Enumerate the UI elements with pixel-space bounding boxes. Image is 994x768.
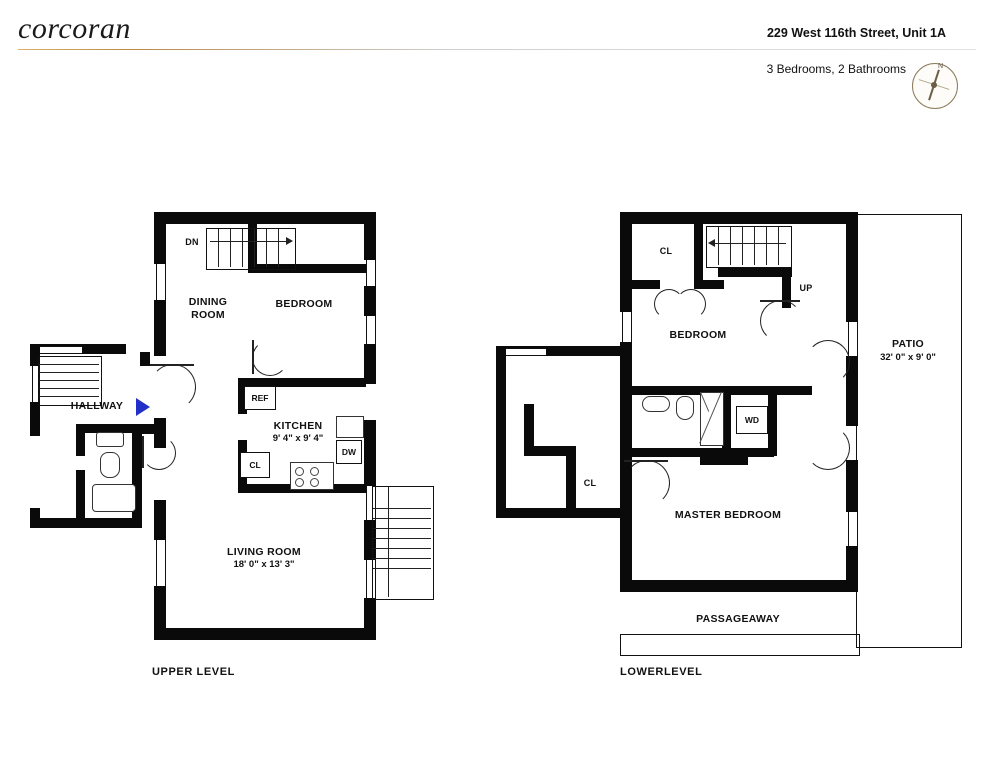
refrigerator-box: REF [244, 386, 276, 410]
washer-dryer-box: WD [736, 406, 768, 434]
door-master-lower-leaf [624, 460, 668, 462]
wall-lower-wd-east [768, 386, 777, 456]
burner-3 [295, 478, 304, 487]
room-dim-living: 18' 0" x 13' 3" [233, 559, 295, 570]
wall-upper-hall-stub-1 [140, 352, 150, 366]
room-label-kitchen: KITCHEN [273, 420, 323, 432]
door-bath-upper [142, 436, 176, 470]
compass-north-label: N [938, 63, 944, 70]
window-upper-right-2 [366, 316, 376, 344]
wall-lower-top [620, 212, 858, 224]
wall-lower-west-south [496, 508, 632, 518]
wall-upper-hall-stub-2 [140, 424, 166, 434]
wall-upper-hall-left-2 [30, 402, 40, 436]
wall-lower-stairs-south [718, 268, 792, 277]
down-stairs-label: DN [185, 237, 199, 247]
wall-upper-left-2 [154, 300, 166, 356]
burner-2 [310, 467, 319, 476]
burner-4 [310, 478, 319, 487]
window-lower-west [506, 348, 546, 356]
door-patio-upper [806, 340, 850, 384]
door-master-lower [624, 460, 670, 506]
room-label-passageway: PASSAGEAWAY [696, 613, 780, 625]
wall-upper-left-1 [154, 212, 166, 264]
room-label-patio: PATIO [891, 338, 925, 350]
window-lower-right-1 [848, 322, 858, 356]
passageway-outline [620, 634, 860, 656]
window-lower-right-2 [848, 512, 858, 546]
level-label-upper: UPPER LEVEL [152, 666, 236, 678]
level-label-lower: LOWERLEVEL [620, 666, 703, 678]
sink-lower [642, 396, 670, 412]
closet-lower-mid-label: CL [583, 478, 597, 488]
closet-upper-box: CL [240, 452, 270, 478]
door-closet-lower-right [676, 289, 706, 319]
door-entry-upper [150, 364, 196, 410]
wall-upper-right-2 [364, 286, 376, 316]
room-label-bedroom-lower: BEDROOM [669, 329, 727, 341]
wall-upper-bath-west-2 [76, 470, 85, 528]
burner-1 [295, 467, 304, 476]
wall-lower-west-inner-3 [566, 446, 576, 510]
door-bedroom-lower-leaf [760, 300, 800, 302]
room-label-master-bedroom: MASTER BEDROOM [674, 509, 782, 521]
dishwasher-box: DW [336, 440, 362, 464]
property-address: 229 West 116th Street, Unit 1A [766, 26, 946, 40]
wall-lower-left-3 [620, 410, 632, 450]
wall-upper-bath-east [132, 424, 142, 528]
toilet-lower [676, 396, 694, 420]
door-bedroom-upper [252, 340, 288, 376]
wall-upper-top [154, 212, 376, 224]
wall-lower-bottom [620, 580, 858, 592]
bathtub-upper [92, 484, 136, 512]
room-dim-patio: 32' 0" x 9' 0" [880, 352, 936, 363]
wall-upper-right-4 [364, 420, 376, 486]
wall-upper-left-4 [154, 500, 166, 540]
up-stairs-label: UP [799, 283, 813, 293]
room-label-dining-2: ROOM [191, 309, 225, 321]
wall-lower-closet-south-1 [632, 280, 660, 289]
toilet-upper [100, 452, 120, 478]
wall-lower-left-1 [620, 212, 632, 312]
wall-lower-west-west [496, 346, 506, 518]
wall-lower-right-3 [846, 460, 858, 512]
wall-upper-right-6 [364, 598, 376, 640]
window-upper-hall-north [40, 346, 82, 354]
wall-upper-bottom [154, 628, 376, 640]
beds-baths-summary: 3 Bedrooms, 2 Bathrooms [766, 62, 906, 76]
wall-lower-closet-east [694, 224, 703, 280]
door-bedroom-lower [760, 300, 802, 342]
door-bedroom-upper-leaf [252, 340, 254, 374]
door-entry-upper-leaf [150, 364, 194, 366]
door-patio-lower [806, 426, 850, 470]
window-upper-right-1 [366, 260, 376, 286]
room-label-hallway: HALLWAY [70, 400, 124, 412]
patio-outline [856, 214, 962, 648]
wall-lower-right-4 [846, 546, 858, 592]
wall-lower-closet-south-2 [694, 280, 724, 289]
closet-lower-top-label: CL [659, 246, 673, 256]
room-label-bedroom-upper: BEDROOM [275, 298, 333, 310]
sink-upper [96, 432, 124, 447]
wall-upper-right-1 [364, 212, 376, 260]
window-upper-left-top [156, 264, 166, 300]
corcoran-logo: corcoran [18, 12, 131, 45]
wall-upper-bath-west-1 [76, 424, 85, 456]
wall-lower-right-1 [846, 212, 858, 322]
room-dim-kitchen: 9' 4" x 9' 4" [272, 433, 324, 444]
room-label-living: LIVING ROOM [227, 546, 301, 558]
wall-lower-master-north [700, 456, 748, 465]
door-bath-upper-leaf [142, 436, 144, 468]
window-lower-left-1 [622, 312, 632, 342]
wall-upper-hall-bottom [30, 518, 142, 528]
room-label-dining-1: DINING [188, 296, 228, 308]
window-upper-left-bottom [156, 540, 166, 586]
